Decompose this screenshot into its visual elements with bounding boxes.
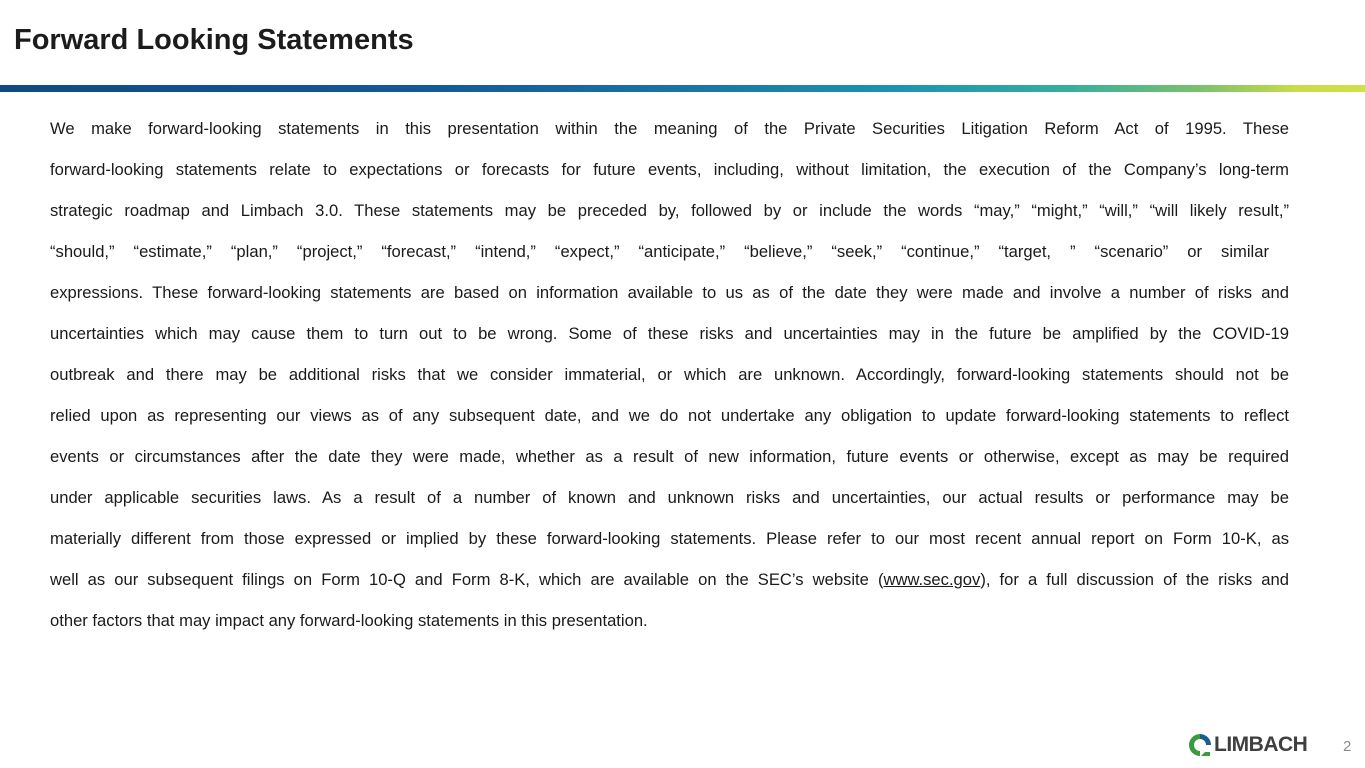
paragraph-line: forward-looking statements relate to expectations or forecasts for future events, including, without limitation, the execution of the Company’s long-term	[50, 160, 1289, 179]
paragraph-line: “should,” “estimate,” “plan,” “project,” “forecast,” “intend,” “expect,” “anticipate,” “believe,” “seek,” “continue,” “target, ” “scenario” or similar	[50, 242, 1269, 261]
paragraph-line: under applicable securities laws. As a result of a number of known and unknown risks and uncertainties, our actual results or performance may be	[50, 488, 1289, 507]
limbach-logo-icon	[1187, 732, 1213, 758]
paragraph-line: events or circumstances after the date they were made, whether as a result of new information, future events or otherwise, except as may be required	[50, 447, 1289, 466]
paragraph-line: outbreak and there may be additional risks that we consider immaterial, or which are unknown. Accordingly, forward-looking statements should not be	[50, 365, 1289, 384]
paragraph-line: We make forward-looking statements in this presentation within the meaning of the Private Securities Litigation Reform Act of 1995. These	[50, 119, 1289, 138]
link-preceding-text: well as our subsequent filings on Form 10-Q and Form 8-K, which are available on the SEC’s website (	[50, 570, 884, 589]
paragraph-line: uncertainties which may cause them to turn out to be wrong. Some of these risks and uncertainties may in the future be amplified by the COVID-19	[50, 324, 1289, 343]
sec-website-link[interactable]: www.sec.gov	[883, 570, 981, 589]
disclaimer-paragraph	[50, 108, 1289, 641]
paragraph-line-with-link	[50, 559, 1289, 600]
paragraph-line: expressions. These forward-looking statements are based on information available to us as of the date they were made and involve a number of risks and	[50, 283, 1289, 302]
page-number: 2	[1343, 738, 1352, 755]
company-logo	[1187, 731, 1307, 759]
logo-wordmark: LIMBACH	[1214, 733, 1308, 756]
paragraph-line: relied upon as representing our views as of any subsequent date, and we do not undertake any obligation to update forward-looking statements to reflect	[50, 406, 1289, 425]
paragraph-line: strategic roadmap and Limbach 3.0. These statements may be preceded by, followed by or include the words “may,” “might,” “will,” “will likely result,”	[50, 201, 1289, 220]
paragraph-last-line: other factors that may impact any forward-looking statements in this presentation.	[50, 611, 648, 630]
paragraph-line: materially different from those expressed or implied by these forward-looking statements. Please refer to our most recent annual report on Form 10-K, as	[50, 529, 1289, 548]
page-title: Forward Looking Statements	[14, 24, 414, 56]
gradient-divider	[0, 85, 1365, 92]
link-following-text: ), for a full discussion of the risks and	[980, 570, 1289, 589]
